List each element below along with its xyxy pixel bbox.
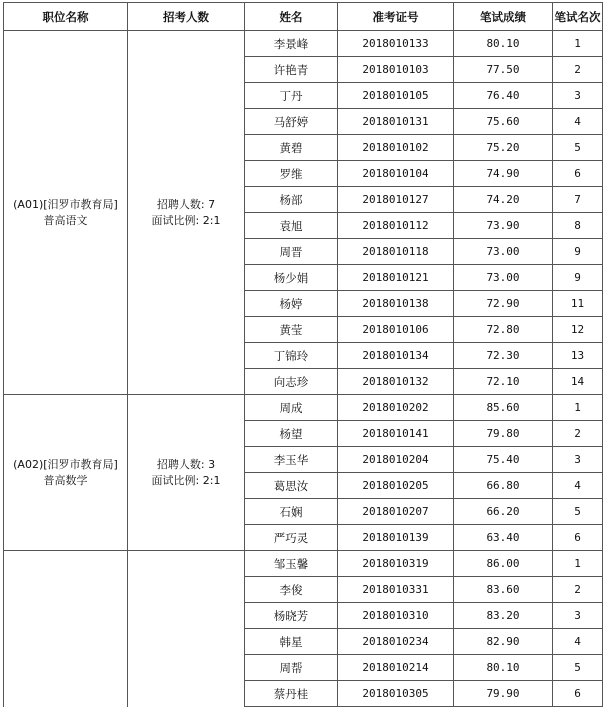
header-exam-no: 准考证号 [338, 3, 454, 31]
candidate-name: 李玉华 [245, 447, 338, 473]
quota-cell [128, 395, 245, 551]
written-score: 79.90 [454, 681, 553, 707]
header-score: 笔试成绩 [454, 3, 553, 31]
exam-number: 2018010207 [338, 499, 454, 525]
exam-number: 2018010106 [338, 317, 454, 343]
exam-number: 2018010102 [338, 135, 454, 161]
position-code: (A01)[汨罗市教育局] [13, 197, 118, 211]
exam-results-table [3, 2, 603, 707]
candidate-name: 向志珍 [245, 369, 338, 395]
header-rank: 笔试名次 [553, 3, 603, 31]
exam-number: 2018010319 [338, 551, 454, 577]
written-score: 72.80 [454, 317, 553, 343]
exam-number: 2018010104 [338, 161, 454, 187]
written-score: 79.80 [454, 421, 553, 447]
exam-number: 2018010310 [338, 603, 454, 629]
written-rank: 1 [553, 395, 603, 421]
written-rank: 2 [553, 421, 603, 447]
candidate-name: 葛思汝 [245, 473, 338, 499]
exam-number: 2018010133 [338, 31, 454, 57]
exam-number: 2018010139 [338, 525, 454, 551]
candidate-name: 杨部 [245, 187, 338, 213]
written-score: 76.40 [454, 83, 553, 109]
written-rank: 9 [553, 239, 603, 265]
written-score: 83.60 [454, 577, 553, 603]
written-rank: 11 [553, 291, 603, 317]
quota-cell [128, 31, 245, 395]
exam-number: 2018010131 [338, 109, 454, 135]
written-score: 66.80 [454, 473, 553, 499]
candidate-name: 周成 [245, 395, 338, 421]
written-score: 74.20 [454, 187, 553, 213]
header-row [4, 3, 603, 31]
quota-ratio: 面试比例: 2:1 [151, 213, 221, 227]
written-score: 73.00 [454, 239, 553, 265]
candidate-name: 丁锦玲 [245, 343, 338, 369]
written-score: 63.40 [454, 525, 553, 551]
exam-number: 2018010105 [338, 83, 454, 109]
written-score: 77.50 [454, 57, 553, 83]
written-score: 72.90 [454, 291, 553, 317]
written-rank: 4 [553, 473, 603, 499]
table-row [4, 395, 603, 421]
position-subject: 普高数学 [43, 473, 88, 487]
written-score: 80.10 [454, 31, 553, 57]
written-score: 72.30 [454, 343, 553, 369]
position-cell [4, 551, 128, 707]
written-rank: 7 [553, 187, 603, 213]
written-rank: 3 [553, 83, 603, 109]
position-cell [4, 31, 128, 395]
written-rank: 4 [553, 109, 603, 135]
written-rank: 6 [553, 681, 603, 707]
written-rank: 13 [553, 343, 603, 369]
candidate-name: 杨婷 [245, 291, 338, 317]
exam-number: 2018010138 [338, 291, 454, 317]
written-rank: 5 [553, 499, 603, 525]
written-score: 83.20 [454, 603, 553, 629]
exam-number: 2018010141 [338, 421, 454, 447]
exam-number: 2018010118 [338, 239, 454, 265]
written-score: 75.20 [454, 135, 553, 161]
candidate-name: 黄碧 [245, 135, 338, 161]
written-rank: 12 [553, 317, 603, 343]
written-score: 73.00 [454, 265, 553, 291]
written-rank: 3 [553, 447, 603, 473]
exam-number: 2018010134 [338, 343, 454, 369]
candidate-name: 杨晓芳 [245, 603, 338, 629]
written-score: 82.90 [454, 629, 553, 655]
candidate-name: 杨望 [245, 421, 338, 447]
candidate-name: 邹玉馨 [245, 551, 338, 577]
exam-number: 2018010103 [338, 57, 454, 83]
written-rank: 1 [553, 31, 603, 57]
written-score: 74.90 [454, 161, 553, 187]
candidate-name: 李俊 [245, 577, 338, 603]
header-name: 姓名 [245, 3, 338, 31]
exam-number: 2018010234 [338, 629, 454, 655]
written-score: 66.20 [454, 499, 553, 525]
header-position: 职位名称 [4, 3, 128, 31]
written-rank: 9 [553, 265, 603, 291]
candidate-name: 周晋 [245, 239, 338, 265]
candidate-name: 杨少娟 [245, 265, 338, 291]
written-rank: 4 [553, 629, 603, 655]
written-rank: 6 [553, 161, 603, 187]
exam-number: 2018010112 [338, 213, 454, 239]
written-rank: 14 [553, 369, 603, 395]
exam-number: 2018010121 [338, 265, 454, 291]
written-rank: 2 [553, 577, 603, 603]
written-rank: 5 [553, 655, 603, 681]
candidate-name: 罗维 [245, 161, 338, 187]
table-row [4, 31, 603, 57]
written-score: 85.60 [454, 395, 553, 421]
quota-count: 招聘人数: 3 [156, 457, 216, 471]
written-score: 75.40 [454, 447, 553, 473]
written-score: 72.10 [454, 369, 553, 395]
written-score: 80.10 [454, 655, 553, 681]
written-rank: 6 [553, 525, 603, 551]
written-rank: 3 [553, 603, 603, 629]
candidate-name: 丁丹 [245, 83, 338, 109]
written-score: 73.90 [454, 213, 553, 239]
exam-number: 2018010127 [338, 187, 454, 213]
position-subject: 普高语文 [43, 213, 88, 227]
written-rank: 8 [553, 213, 603, 239]
exam-number: 2018010132 [338, 369, 454, 395]
written-score: 86.00 [454, 551, 553, 577]
candidate-name: 韩星 [245, 629, 338, 655]
candidate-name: 许艳青 [245, 57, 338, 83]
candidate-name: 袁旭 [245, 213, 338, 239]
candidate-name: 黄莹 [245, 317, 338, 343]
written-rank: 2 [553, 57, 603, 83]
candidate-name: 李景峰 [245, 31, 338, 57]
written-rank: 5 [553, 135, 603, 161]
exam-number: 2018010202 [338, 395, 454, 421]
written-rank: 1 [553, 551, 603, 577]
candidate-name: 蔡丹桂 [245, 681, 338, 707]
exam-number: 2018010205 [338, 473, 454, 499]
exam-number: 2018010204 [338, 447, 454, 473]
candidate-name: 石娴 [245, 499, 338, 525]
candidate-name: 马舒婷 [245, 109, 338, 135]
position-code: (A02)[汨罗市教育局] [13, 457, 118, 471]
written-score: 75.60 [454, 109, 553, 135]
table-body [4, 31, 603, 707]
table-row [4, 551, 603, 577]
header-quota: 招考人数 [128, 3, 245, 31]
candidate-name: 周帮 [245, 655, 338, 681]
exam-number: 2018010331 [338, 577, 454, 603]
exam-number: 2018010214 [338, 655, 454, 681]
candidate-name: 严巧灵 [245, 525, 338, 551]
exam-number: 2018010305 [338, 681, 454, 707]
position-cell [4, 395, 128, 551]
quota-ratio: 面试比例: 2:1 [151, 473, 221, 487]
quota-count: 招聘人数: 7 [156, 197, 216, 211]
quota-cell [128, 551, 245, 707]
